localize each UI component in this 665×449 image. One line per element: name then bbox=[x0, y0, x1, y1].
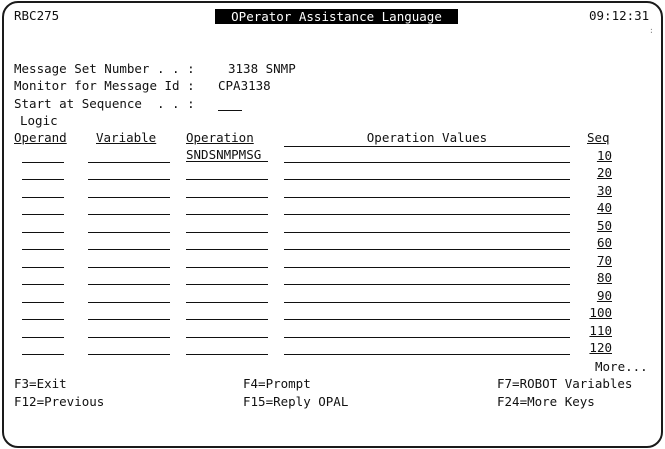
f7-robot-variables-key[interactable]: F7=ROBOT Variables bbox=[497, 376, 633, 391]
operation-values-header: Operation Values bbox=[284, 130, 570, 147]
seq-field[interactable]: 40 bbox=[596, 200, 612, 215]
variable-field[interactable] bbox=[88, 183, 170, 198]
operand-field[interactable] bbox=[22, 218, 64, 233]
seq-header: Seq bbox=[587, 130, 610, 145]
message-set-label: Message Set Number . . : bbox=[14, 61, 195, 76]
operation-values-field[interactable] bbox=[284, 288, 570, 303]
seq-field[interactable]: 90 bbox=[596, 288, 612, 303]
operation-field[interactable] bbox=[186, 253, 268, 268]
operation-field[interactable] bbox=[186, 270, 268, 285]
operation-field[interactable] bbox=[186, 305, 268, 320]
f4-prompt-key[interactable]: F4=Prompt bbox=[243, 376, 311, 391]
variable-header: Variable bbox=[96, 130, 157, 145]
seq-field[interactable]: 80 bbox=[596, 270, 612, 285]
screen-title: OPerator Assistance Language bbox=[215, 9, 458, 24]
operand-field[interactable] bbox=[22, 165, 64, 180]
operand-field[interactable] bbox=[22, 183, 64, 198]
seq-field[interactable]: 60 bbox=[596, 235, 612, 250]
f15-reply-opal-key[interactable]: F15=Reply OPAL bbox=[243, 394, 349, 409]
start-sequence-input[interactable] bbox=[218, 96, 242, 111]
variable-field[interactable] bbox=[88, 165, 170, 180]
operation-values-field[interactable] bbox=[284, 253, 570, 268]
clock-time: 09:12:31 bbox=[589, 8, 650, 23]
operand-field[interactable] bbox=[22, 235, 64, 250]
logic-header: Logic bbox=[20, 113, 58, 128]
seq-field[interactable]: 10 bbox=[596, 148, 612, 163]
system-name: RBC275 bbox=[14, 8, 60, 23]
operation-field[interactable] bbox=[186, 200, 268, 215]
operation-field[interactable] bbox=[186, 165, 268, 180]
corner-marker: : bbox=[649, 26, 654, 35]
variable-field[interactable] bbox=[88, 253, 170, 268]
seq-field[interactable]: 70 bbox=[596, 253, 612, 268]
variable-field[interactable] bbox=[88, 200, 170, 215]
operation-field[interactable]: SNDSNMPMSG bbox=[186, 147, 268, 162]
variable-field[interactable] bbox=[88, 323, 170, 338]
operation-values-field[interactable] bbox=[284, 148, 570, 163]
operation-values-field[interactable] bbox=[284, 270, 570, 285]
operation-field[interactable] bbox=[186, 235, 268, 250]
operand-field[interactable] bbox=[22, 305, 64, 320]
operand-field[interactable] bbox=[22, 340, 64, 355]
monitor-value: CPA3138 bbox=[218, 78, 271, 93]
variable-field[interactable] bbox=[88, 218, 170, 233]
operation-field[interactable] bbox=[186, 218, 268, 233]
operand-field[interactable] bbox=[22, 270, 64, 285]
operation-field[interactable] bbox=[186, 323, 268, 338]
seq-field[interactable]: 30 bbox=[596, 183, 612, 198]
f24-more-keys-key[interactable]: F24=More Keys bbox=[497, 394, 595, 409]
operation-values-field[interactable] bbox=[284, 165, 570, 180]
operand-field[interactable] bbox=[22, 288, 64, 303]
seq-field[interactable]: 100 bbox=[589, 305, 612, 320]
operand-field[interactable] bbox=[22, 253, 64, 268]
operation-values-field[interactable] bbox=[284, 200, 570, 215]
operation-values-field[interactable] bbox=[284, 323, 570, 338]
operation-field[interactable] bbox=[186, 340, 268, 355]
variable-field[interactable] bbox=[88, 305, 170, 320]
terminal-screen bbox=[2, 1, 663, 448]
operand-field[interactable] bbox=[22, 200, 64, 215]
more-indicator: More... bbox=[595, 359, 648, 374]
operation-field[interactable] bbox=[186, 183, 268, 198]
operand-field[interactable] bbox=[22, 148, 64, 163]
operation-values-field[interactable] bbox=[284, 305, 570, 320]
operand-header: Operand bbox=[14, 130, 67, 145]
start-sequence-label: Start at Sequence . . : bbox=[14, 96, 195, 111]
operation-field[interactable] bbox=[186, 288, 268, 303]
f3-exit-key[interactable]: F3=Exit bbox=[14, 376, 67, 391]
variable-field[interactable] bbox=[88, 340, 170, 355]
operation-values-field[interactable] bbox=[284, 340, 570, 355]
operation-values-field[interactable] bbox=[284, 183, 570, 198]
f12-previous-key[interactable]: F12=Previous bbox=[14, 394, 105, 409]
variable-field[interactable] bbox=[88, 148, 170, 163]
operand-field[interactable] bbox=[22, 323, 64, 338]
operation-header: Operation bbox=[186, 130, 254, 145]
seq-field[interactable]: 110 bbox=[589, 323, 612, 338]
operation-values-field[interactable] bbox=[284, 218, 570, 233]
monitor-label: Monitor for Message Id : bbox=[14, 78, 195, 93]
variable-field[interactable] bbox=[88, 235, 170, 250]
seq-field[interactable]: 20 bbox=[596, 165, 612, 180]
variable-field[interactable] bbox=[88, 270, 170, 285]
seq-field[interactable]: 50 bbox=[596, 218, 612, 233]
seq-field[interactable]: 120 bbox=[589, 340, 612, 355]
message-set-value: 3138 SNMP bbox=[228, 61, 296, 76]
variable-field[interactable] bbox=[88, 288, 170, 303]
operation-values-field[interactable] bbox=[284, 235, 570, 250]
